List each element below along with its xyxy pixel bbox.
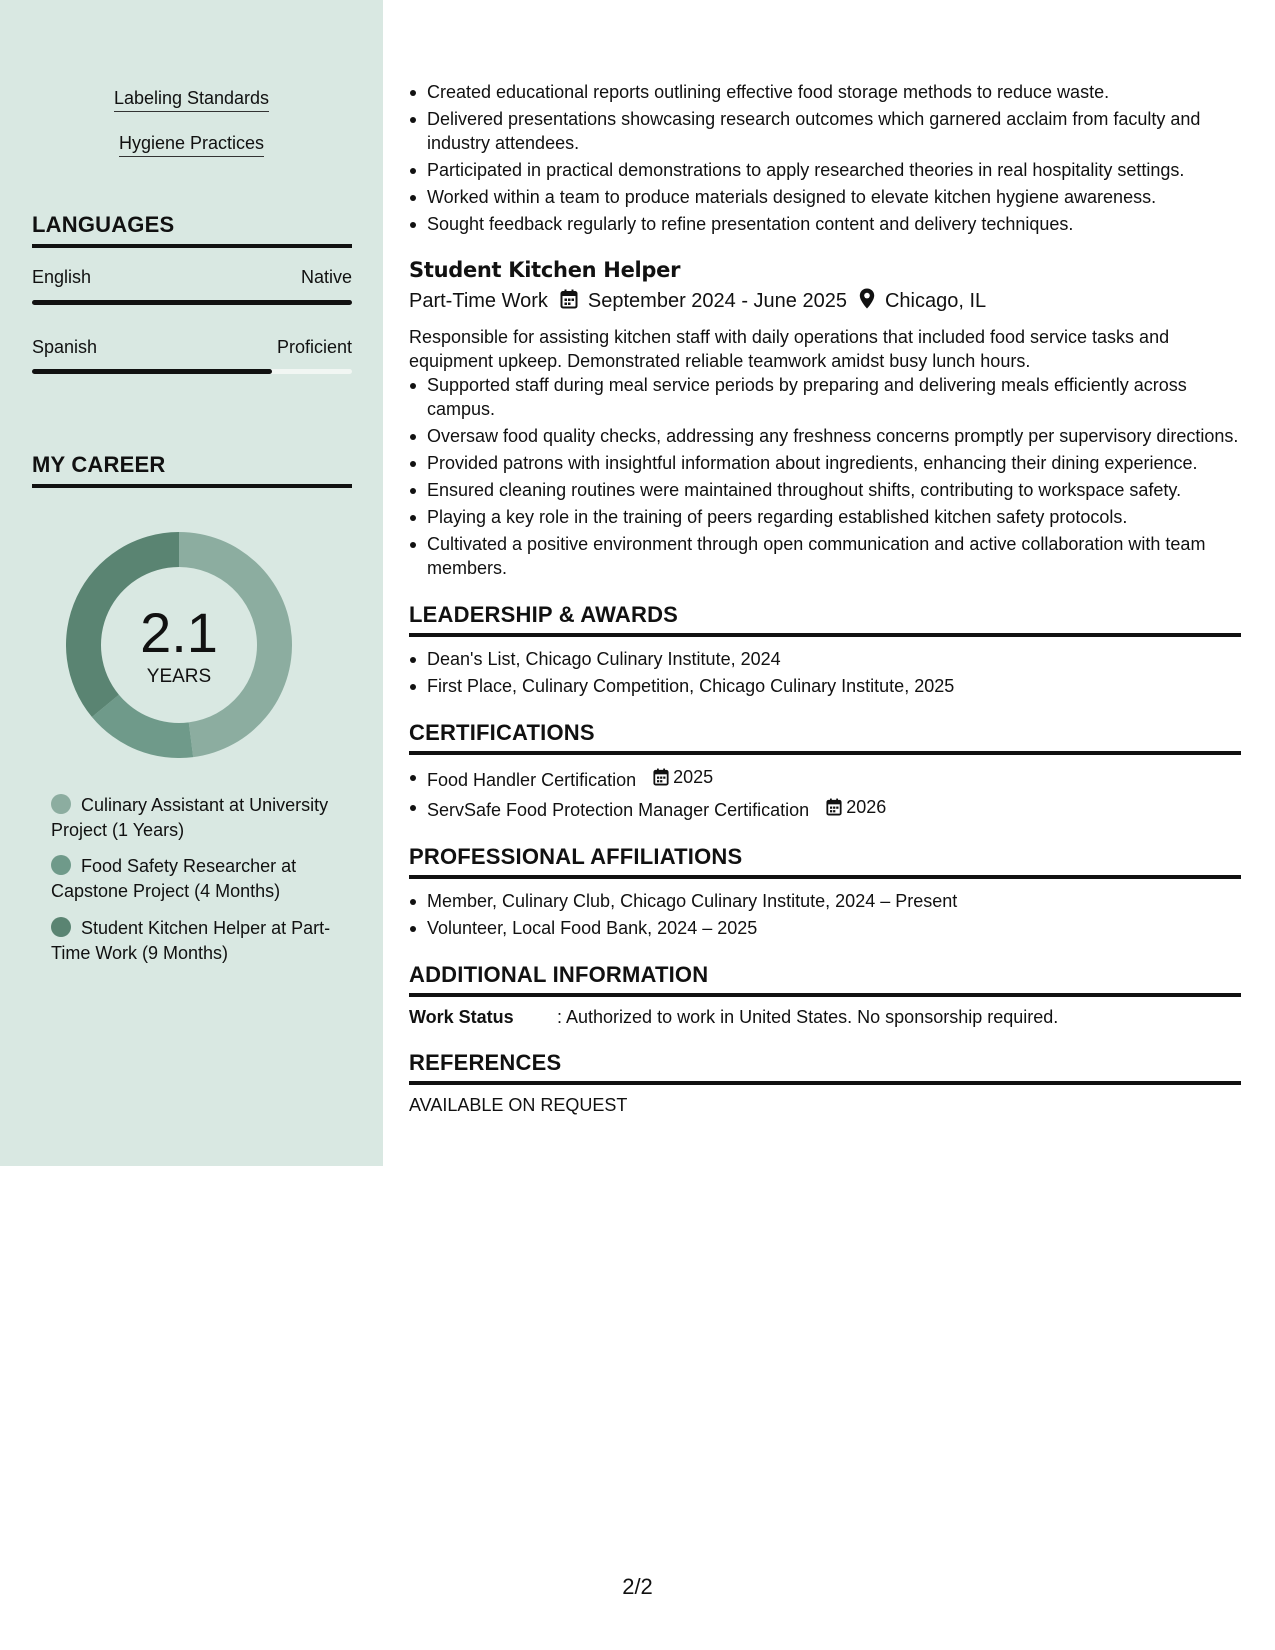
job-dates: September 2024 - June 2025 bbox=[587, 290, 847, 312]
cert-year-label: 2025 bbox=[673, 767, 714, 787]
legend-dot bbox=[51, 917, 71, 937]
list-item: Dean's List, Chicago Culinary Institute, 2024 bbox=[409, 647, 1241, 671]
list-item: Volunteer, Local Food Bank, 2024 – 2025 bbox=[409, 916, 1241, 940]
career-heading: MY CAREER bbox=[32, 452, 352, 488]
job-meta bbox=[409, 288, 1241, 315]
list-item bbox=[409, 765, 1241, 792]
career-unit-label: YEARS bbox=[146, 666, 212, 687]
skill-label: Hygiene Practices bbox=[119, 133, 264, 157]
language-name: Spanish bbox=[32, 337, 98, 357]
career-donut-chart bbox=[66, 532, 292, 758]
language-row bbox=[32, 267, 352, 288]
job-location: Chicago, IL bbox=[884, 290, 987, 312]
work-status-key: Work Status bbox=[409, 1007, 514, 1027]
leadership-list bbox=[409, 647, 1241, 698]
list-item bbox=[409, 795, 1241, 822]
calendar-icon bbox=[826, 798, 842, 816]
list-item: Ensured cleaning routines were maintained throughout shifts, contributing to workspace safety. bbox=[409, 478, 1241, 502]
list-item: Participated in practical demonstrations to apply researched theories in real hospitality settings. bbox=[409, 158, 1241, 182]
list-item: Provided patrons with insightful information about ingredients, enhancing their dining experience. bbox=[409, 451, 1241, 475]
list-item: Sought feedback regularly to refine presentation content and delivery techniques. bbox=[409, 212, 1241, 236]
list-item: First Place, Culinary Competition, Chicago Culinary Institute, 2025 bbox=[409, 674, 1241, 698]
language-proficiency-fill bbox=[32, 369, 272, 374]
list-item: Oversaw food quality checks, addressing any freshness concerns promptly per supervisory directions. bbox=[409, 424, 1241, 448]
leadership-heading: LEADERSHIP & AWARDS bbox=[409, 602, 1241, 637]
skill-label: Labeling Standards bbox=[114, 88, 269, 112]
skill-tag bbox=[0, 133, 383, 154]
references-heading: REFERENCES bbox=[409, 1050, 1241, 1085]
calendar-icon bbox=[653, 768, 669, 786]
career-legend-label: Student Kitchen Helper at Part-Time Work (9 Months) bbox=[51, 918, 331, 963]
language-row bbox=[32, 337, 352, 358]
job-title: Student Kitchen Helper bbox=[409, 258, 681, 282]
language-name: English bbox=[32, 267, 92, 287]
language-level: Native bbox=[300, 267, 352, 287]
list-item: Delivered presentations showcasing research outcomes which garnered acclaim from faculty and industry attendees. bbox=[409, 107, 1241, 155]
job-company: Part-Time Work bbox=[409, 290, 548, 312]
list-item: Cultivated a positive environment through open communication and active collaboration with team members. bbox=[409, 532, 1241, 580]
previous-job-bullets bbox=[409, 80, 1241, 236]
list-item: Member, Culinary Club, Chicago Culinary Institute, 2024 – Present bbox=[409, 889, 1241, 913]
additional-info-heading: ADDITIONAL INFORMATION bbox=[409, 962, 1241, 997]
affiliations-heading: PROFESSIONAL AFFILIATIONS bbox=[409, 844, 1241, 879]
cert-year bbox=[826, 795, 886, 819]
cert-name: Food Handler Certification bbox=[427, 770, 637, 790]
cert-year bbox=[653, 765, 713, 789]
language-proficiency-fill bbox=[32, 300, 352, 305]
affiliations-list bbox=[409, 889, 1241, 940]
certifications-heading: CERTIFICATIONS bbox=[409, 720, 1241, 755]
calendar-icon bbox=[560, 289, 578, 315]
career-total-years: 2.1 bbox=[140, 601, 218, 664]
career-legend-label: Food Safety Researcher at Capstone Project (4 Months) bbox=[51, 856, 297, 901]
work-status-row bbox=[409, 1007, 1241, 1028]
list-item: Supported staff during meal service periods by preparing and delivering meals efficiently across campus. bbox=[409, 373, 1241, 421]
work-status-value: : Authorized to work in United States. No sponsorship required. bbox=[557, 1007, 1059, 1027]
skill-tag bbox=[0, 88, 383, 109]
job-description: Responsible for assisting kitchen staff with daily operations that included food service tasks and equipment upkeep. Demonstrated reliable teamwork amidst busy lunch hours. bbox=[409, 327, 1170, 371]
career-legend-label: Culinary Assistant at University Project (1 Years) bbox=[51, 795, 329, 840]
cert-name: ServSafe Food Protection Manager Certification bbox=[427, 800, 810, 820]
main-content bbox=[409, 80, 1241, 1116]
languages-heading: LANGUAGES bbox=[32, 212, 352, 248]
certifications-list bbox=[409, 765, 1241, 822]
cert-year-label: 2026 bbox=[846, 797, 887, 817]
sidebar bbox=[0, 0, 383, 1166]
legend-dot bbox=[51, 855, 71, 875]
language-proficiency-bar bbox=[32, 369, 352, 374]
references-text: AVAILABLE ON REQUEST bbox=[409, 1095, 628, 1115]
location-pin-icon bbox=[859, 288, 875, 315]
language-proficiency-bar bbox=[32, 300, 352, 305]
list-item: Playing a key role in the training of peers regarding established kitchen safety protocols. bbox=[409, 505, 1241, 529]
list-item: Created educational reports outlining effective food storage methods to reduce waste. bbox=[409, 80, 1241, 104]
career-legend-item bbox=[51, 854, 351, 904]
page-number: 2/2 bbox=[622, 1574, 653, 1599]
career-legend-item bbox=[51, 916, 351, 966]
career-legend-item bbox=[51, 793, 351, 843]
legend-dot bbox=[51, 794, 71, 814]
job-bullets bbox=[409, 373, 1241, 580]
list-item: Worked within a team to produce materials designed to elevate kitchen hygiene awareness. bbox=[409, 185, 1241, 209]
language-level: Proficient bbox=[276, 337, 352, 357]
